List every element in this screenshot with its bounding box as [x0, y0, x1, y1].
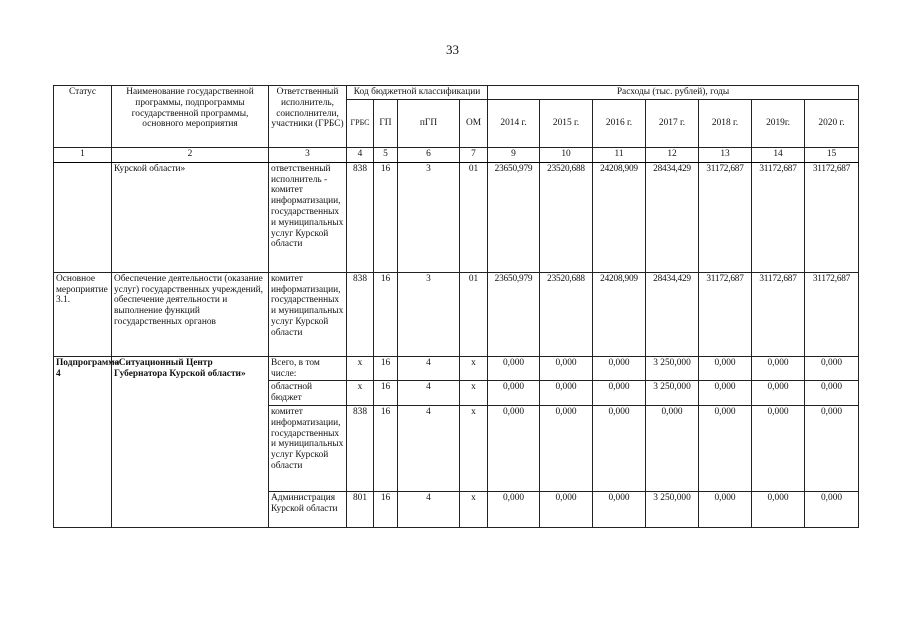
grbs-cell: 801	[347, 491, 374, 527]
value-cell: 0,000	[593, 405, 646, 491]
table-row	[54, 356, 859, 381]
header-expenses: Расходы (тыс. рублей), годы	[488, 86, 859, 100]
value-cell: 23520,688	[540, 272, 593, 356]
value-cell: 23520,688	[540, 162, 593, 272]
value-cell: 3 250,000	[646, 491, 699, 527]
value-cell: 0,000	[488, 356, 540, 381]
header-om: ОМ	[460, 99, 488, 147]
pgp-cell: 3	[398, 272, 460, 356]
grbs-cell: x	[347, 356, 374, 381]
budget-table	[53, 85, 859, 528]
om-cell: 01	[460, 162, 488, 272]
name-cell: Курской области»	[112, 162, 269, 272]
om-cell: 01	[460, 272, 488, 356]
value-cell: 0,000	[752, 491, 805, 527]
gp-cell: 16	[374, 272, 398, 356]
status-cell	[54, 162, 112, 272]
responsible-cell: областной бюджет	[269, 381, 347, 406]
col-number: 5	[374, 147, 398, 162]
pgp-cell: 4	[398, 356, 460, 381]
pgp-cell: 4	[398, 381, 460, 406]
page-number: 33	[446, 42, 459, 57]
grbs-cell: 838	[347, 272, 374, 356]
grbs-cell: x	[347, 381, 374, 406]
header-budget-code: Код бюджетной классификации	[347, 86, 488, 100]
name-cell: «Ситуационный Центр Губернатора Курской области»	[112, 356, 269, 527]
pgp-cell: 3	[398, 162, 460, 272]
om-cell: x	[460, 381, 488, 406]
value-cell: 24208,909	[593, 162, 646, 272]
value-cell: 31172,687	[752, 272, 805, 356]
header-row-1	[54, 86, 859, 100]
pgp-cell: 4	[398, 491, 460, 527]
value-cell: 0,000	[699, 356, 752, 381]
col-number: 1	[54, 147, 112, 162]
value-cell: 0,000	[699, 405, 752, 491]
grbs-cell: 838	[347, 162, 374, 272]
value-cell: 0,000	[540, 491, 593, 527]
value-cell: 0,000	[699, 381, 752, 406]
table-row	[54, 162, 859, 272]
value-cell: 0,000	[540, 381, 593, 406]
value-cell: 0,000	[593, 381, 646, 406]
om-cell: x	[460, 405, 488, 491]
column-numbers-row	[54, 147, 859, 162]
gp-cell: 16	[374, 381, 398, 406]
col-number: 3	[269, 147, 347, 162]
col-number: 15	[805, 147, 859, 162]
value-cell: 23650,979	[488, 162, 540, 272]
value-cell: 0,000	[752, 356, 805, 381]
value-cell: 28434,429	[646, 272, 699, 356]
value-cell: 0,000	[805, 405, 859, 491]
col-number: 13	[699, 147, 752, 162]
value-cell: 0,000	[805, 356, 859, 381]
col-number: 7	[460, 147, 488, 162]
value-cell: 31172,687	[752, 162, 805, 272]
responsible-cell: комитет информатизации, государственных и муниципальных услуг Курской области	[269, 405, 347, 491]
value-cell: 31172,687	[699, 272, 752, 356]
header-status: Статус	[54, 86, 112, 148]
responsible-cell: ответственный исполнитель - комитет информатизации, государственных и муниципальных услуг Курской области	[269, 162, 347, 272]
value-cell: 0,000	[646, 405, 699, 491]
responsible-cell: Всего, в том числе:	[269, 356, 347, 381]
responsible-cell: комитет информатизации, государственных и муниципальных услуг Курской области	[269, 272, 347, 356]
header-year: 2018 г.	[699, 99, 752, 147]
value-cell: 24208,909	[593, 272, 646, 356]
header-year: 2014 г.	[488, 99, 540, 147]
table-row	[54, 272, 859, 356]
gp-cell: 16	[374, 162, 398, 272]
col-number: 6	[398, 147, 460, 162]
header-name: Наименование государственной программы, подпрограммы государственной программы, основного мероприятия	[112, 86, 269, 148]
col-number: 4	[347, 147, 374, 162]
header-gp: ГП	[374, 99, 398, 147]
value-cell: 31172,687	[805, 272, 859, 356]
col-number: 9	[488, 147, 540, 162]
value-cell: 0,000	[593, 356, 646, 381]
value-cell: 0,000	[805, 381, 859, 406]
value-cell: 0,000	[593, 491, 646, 527]
value-cell: 0,000	[805, 491, 859, 527]
gp-cell: 16	[374, 405, 398, 491]
header-pgp: пГП	[398, 99, 460, 147]
name-cell: Обеспечение деятельности (оказание услуг) государственных учреждений, обеспечение деятельности и выполнение функций государственных органов	[112, 272, 269, 356]
value-cell: 23650,979	[488, 272, 540, 356]
value-cell: 0,000	[488, 405, 540, 491]
value-cell: 0,000	[488, 381, 540, 406]
header-year: 2017 г.	[646, 99, 699, 147]
header-responsible: Ответственный исполнитель, соисполнители, участники (ГРБС)	[269, 86, 347, 148]
grbs-cell: 838	[347, 405, 374, 491]
col-number: 14	[752, 147, 805, 162]
value-cell: 0,000	[540, 405, 593, 491]
header-year: 2019г.	[752, 99, 805, 147]
value-cell: 0,000	[540, 356, 593, 381]
col-number: 11	[593, 147, 646, 162]
gp-cell: 16	[374, 491, 398, 527]
value-cell: 3 250,000	[646, 381, 699, 406]
header-year: 2020 г.	[805, 99, 859, 147]
responsible-cell: Администрация Курской области	[269, 491, 347, 527]
col-number: 2	[112, 147, 269, 162]
value-cell: 0,000	[752, 405, 805, 491]
col-number: 10	[540, 147, 593, 162]
header-grbs: ГРБС	[347, 99, 374, 147]
om-cell: x	[460, 491, 488, 527]
value-cell: 0,000	[699, 491, 752, 527]
header-year: 2016 г.	[593, 99, 646, 147]
status-cell: Основное мероприятие 3.1.	[54, 272, 112, 356]
om-cell: x	[460, 356, 488, 381]
value-cell: 0,000	[488, 491, 540, 527]
value-cell: 0,000	[752, 381, 805, 406]
gp-cell: 16	[374, 356, 398, 381]
header-year: 2015 г.	[540, 99, 593, 147]
pgp-cell: 4	[398, 405, 460, 491]
value-cell: 3 250,000	[646, 356, 699, 381]
col-number: 12	[646, 147, 699, 162]
value-cell: 31172,687	[805, 162, 859, 272]
status-cell: Подпрограмма 4	[54, 356, 112, 527]
value-cell: 28434,429	[646, 162, 699, 272]
value-cell: 31172,687	[699, 162, 752, 272]
